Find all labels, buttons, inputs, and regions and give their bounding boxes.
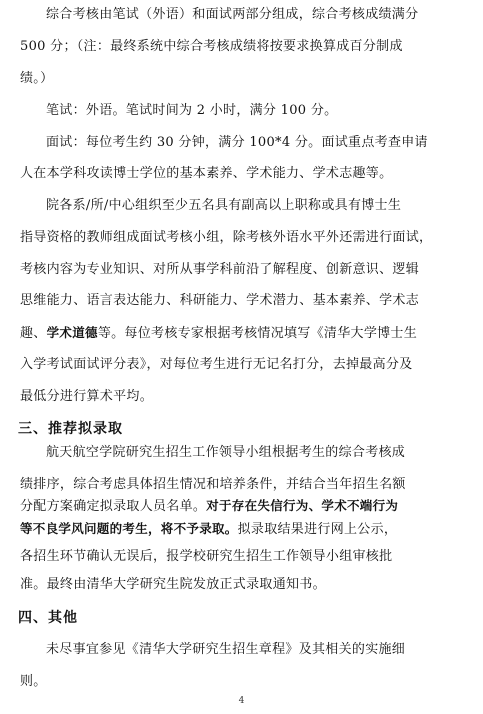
paragraph-interview-line: 人在本学科攻读博士学位的基本素养、学术能力、学术志趣等。 bbox=[20, 166, 393, 181]
section3-line: 航天航空学院研究生招生工作领导小组根据考生的综合考核成 bbox=[46, 445, 406, 460]
page-number: 4 bbox=[238, 696, 245, 706]
section4-line: 未尽事宜参见《清华大学研究生招生章程》及其相关的实施细 bbox=[46, 642, 406, 657]
section-heading-other: 四、其他 bbox=[18, 610, 78, 626]
panel-text-after-bold: 等。每位考核专家根据考核情况填写《清华大学博士生 bbox=[97, 326, 418, 341]
section3-line: 绩排序，综合考虑具体招生情况和培养条件，并结合当年招生名额 bbox=[20, 477, 406, 492]
paragraph-panel-line: 入学考试面试评分表》，对每位考生进行无记名打分，去掉最高分及 bbox=[20, 357, 413, 372]
section3-line: 准。最终由清华大学研究生院发放正式录取通知书。 bbox=[20, 577, 326, 592]
paragraph-exam-composition-line: 绩。） bbox=[20, 71, 54, 86]
section3-text-before-bold: 分配方案确定拟录取人员名单。 bbox=[20, 499, 207, 514]
section-heading-recommend-admission: 三、推荐拟录取 bbox=[18, 421, 123, 437]
paragraph-panel-line: 指导资格的教师组成面试考核小组，除考核外语水平外还需进行面试， bbox=[20, 230, 433, 245]
section3-line bbox=[20, 497, 465, 516]
misconduct-warning-emphasis: 对于存在失信行为、学术不端行为 bbox=[206, 498, 399, 513]
paragraph-exam-composition-line: 500 分；（注：最终系统中综合考核成绩将按要求换算成百分制成 bbox=[20, 39, 403, 54]
panel-text-before-bold: 趣、 bbox=[20, 326, 47, 341]
misconduct-warning-emphasis: 等不良学风问题的考生，将不予录取。 bbox=[20, 521, 238, 536]
paragraph-interview-line: 面试：每位考生约 30 分钟，满分 100*4 分。面试重点考查申请 bbox=[46, 135, 428, 150]
paragraph-panel-line bbox=[20, 324, 465, 343]
section3-text-after-bold: 拟录取结果进行网上公示， bbox=[237, 522, 398, 537]
paragraph-panel-line: 最低分进行算术平均。 bbox=[20, 389, 154, 404]
paragraph-panel-line: 考核内容为专业知识、对所从事学科前沿了解程度、创新意识、逻辑 bbox=[20, 262, 420, 277]
paragraph-panel-line: 思维能力、语言表达能力、科研能力、学术潜力、基本素养、学术志 bbox=[20, 293, 420, 308]
section3-line bbox=[20, 520, 465, 539]
section4-line: 则。 bbox=[20, 674, 47, 689]
section3-line: 各招生环节确认无误后，报学校研究生招生工作领导小组审核批 bbox=[20, 549, 393, 564]
academic-ethics-emphasis: 学术道德 bbox=[46, 325, 98, 340]
paragraph-panel-line: 院各系/所/中心组织至少五名具有副高以上职称或具有博士生 bbox=[46, 198, 402, 213]
paragraph-exam-composition-line: 综合考核由笔试（外语）和面试两部分组成，综合考核成绩满分 bbox=[46, 7, 419, 22]
paragraph-written-exam: 笔试：外语。笔试时间为 2 小时，满分 100 分。 bbox=[46, 103, 338, 118]
